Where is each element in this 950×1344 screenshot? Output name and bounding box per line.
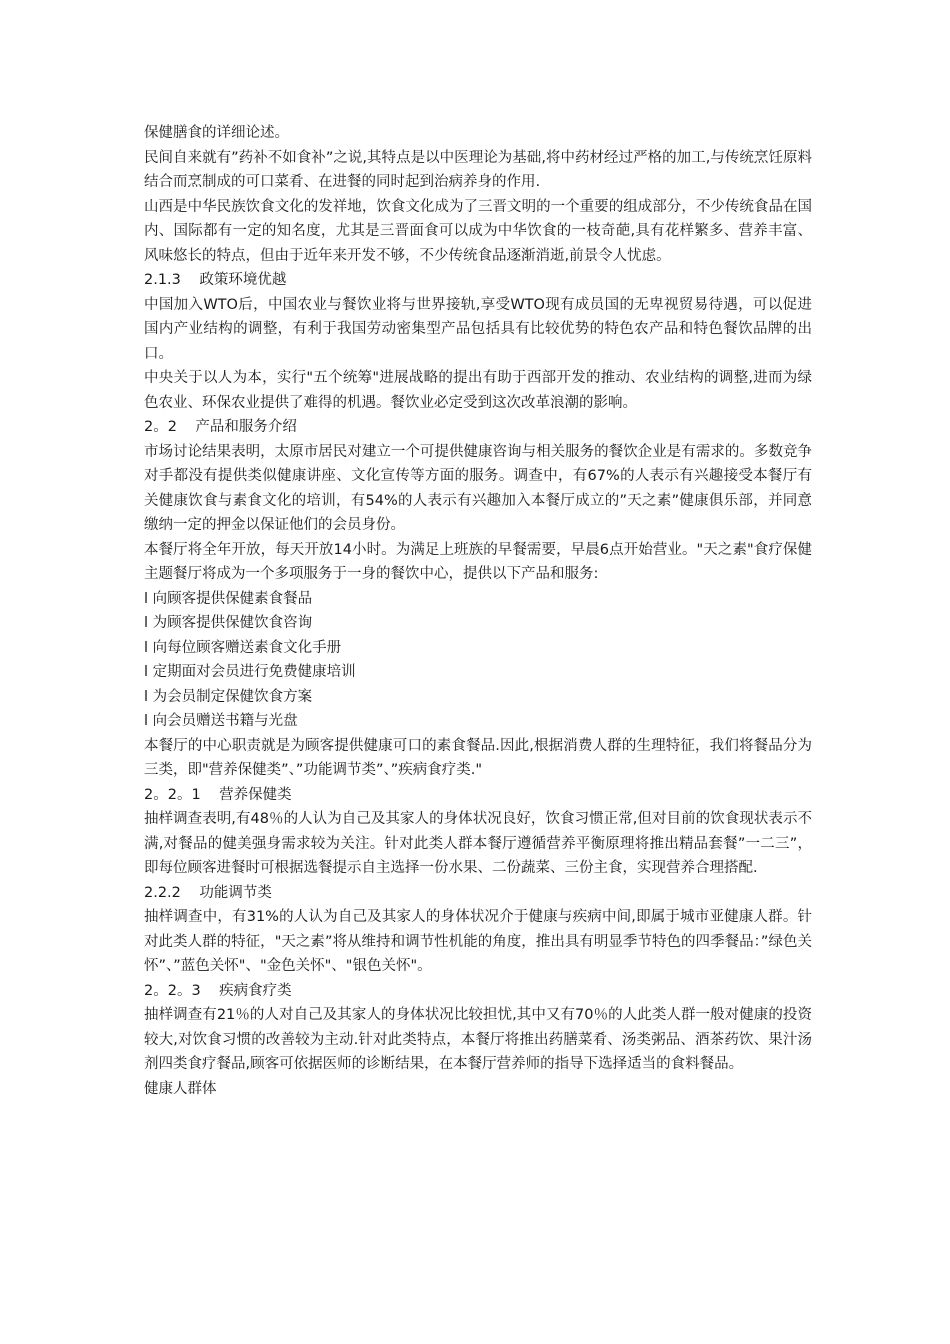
- bullet-item: l 为顾客提供保健饮食咨询: [144, 615, 313, 631]
- paragraph: 民间自来就有”药补不如食补”之说,其特点是以中医理论为基础,将中药材经过严格的加工,与传统烹饪原料结合而烹制成的可口菜肴、在进餐的同时起到治病养身的作用.: [144, 149, 812, 190]
- bullet-item: l 定期面对会员进行免费健康培训: [144, 664, 356, 680]
- paragraph: 市场讨论结果表明，太原市居民对建立一个可提供健康咨询与相关服务的餐饮企业是有需求的。多数竞争对手都没有提供类似健康讲座、文化宣传等方面的服务。调查中，有67%的人表示有兴趣接受本餐厅有关健康饮食与素食文化的培训，有54%的人表示有兴趣加入本餐厅成立的”天之素”健康俱乐部，并同意缴纳一定的押金以保证他们的会员身份。: [144, 443, 812, 533]
- section-heading: 2.2.2 功能调节类: [144, 884, 272, 901]
- bullet-item: l 向顾客提供保健素食餐品: [144, 590, 313, 607]
- paragraph: 抽样调查有21％的人对自己及其家人的身体状况比较担忧,其中又有70％的人此类人群一般对健康的投资较大,对饮食习惯的改善较为主动.针对此类特点，本餐厅将推出药膳菜肴、汤类粥品、酒茶药饮、果汁汤剂四类食疗餐品,顾客可依据医师的诊断结果，在本餐厅营养师的指导下选择适当的食料餐品。: [144, 1007, 812, 1072]
- section-heading: 2。2 产品和服务介绍: [144, 419, 297, 435]
- paragraph: 保健膳食的详细论述。: [144, 125, 289, 141]
- paragraph: 中国加入WTO后，中国农业与餐饮业将与世界接轨,享受WTO现有成员国的无卑视贸易待遇，可以促进国内产业结构的调整，有利于我国劳动密集型产品包括具有比较优势的特色农产品和特色餐饮品牌的出口。: [144, 296, 812, 362]
- paragraph: 本餐厅将全年开放，每天开放14小时。为满足上班族的早餐需要，早晨6点开始营业。"天之素"食疗保健主题餐厅将成为一个多项服务于一身的餐饮中心，提供以下产品和服务:: [144, 541, 812, 582]
- bullet-item: l 为会员制定保健饮食方案: [144, 688, 313, 705]
- paragraph: 本餐厅的中心职责就是为顾客提供健康可口的素食餐品.因此,根据消费人群的生理特征，我们将餐品分为三类，即"营养保健类”、”功能调节类”、”疾病食疗类.": [144, 737, 812, 778]
- bullet-item: l 向会员赠送书籍与光盘: [144, 713, 298, 729]
- paragraph: 山西是中华民族饮食文化的发祥地，饮食文化成为了三晋文明的一个重要的组成部分，不少传统食品在国内、国际都有一定的知名度，尤其是三晋面食可以成为中华饮食的一枝奇葩,具有花样繁多、营养丰富、风味悠长的特点，但由于近年来开发不够，不少传统食品逐渐消逝,前景令人忧虑。: [144, 198, 812, 264]
- paragraph: 抽样调查表明,有48％的人认为自己及其家人的身体状况良好，饮食习惯正常,但对目前的饮食现状表示不满,对餐品的健美强身需求较为关注。针对此类人群本餐厅遵循营养平衡原理将推出精品套餐”一二三”，即每位顾客进餐时可根据选餐提示自主选择一份水果、二份蔬菜、三份主食，实现营养合理搭配.: [144, 811, 812, 876]
- bullet-item: l 向每位顾客赠送素食文化手册: [144, 639, 342, 656]
- paragraph: 抽样调查中，有31%的人认为自己及其家人的身体状况介于健康与疾病中间,即属于城市亚健康人群。针对此类人群的特征，"天之素”将从维持和调节性机能的角度，推出具有明显季节特色的四季餐品：”绿色关怀”、”蓝色关怀"、"金色关怀"、"银色关怀"。: [144, 909, 812, 974]
- section-heading: 2。2。1 营养保健类: [144, 786, 292, 803]
- paragraph: 健康人群体: [144, 1080, 217, 1097]
- paragraph: 中央关于以人为本，实行"五个统筹"进展战略的提出有助于西部开发的推动、农业结构的调整,进而为绿色农业、环保农业提供了难得的机遇。餐饮业必定受到这次改革浪潮的影响。: [144, 370, 812, 411]
- section-heading: 2。2。3 疾病食疗类: [144, 982, 292, 999]
- document-body: [144, 121, 812, 1101]
- section-heading: 2.1.3 政策环境优越: [144, 272, 287, 288]
